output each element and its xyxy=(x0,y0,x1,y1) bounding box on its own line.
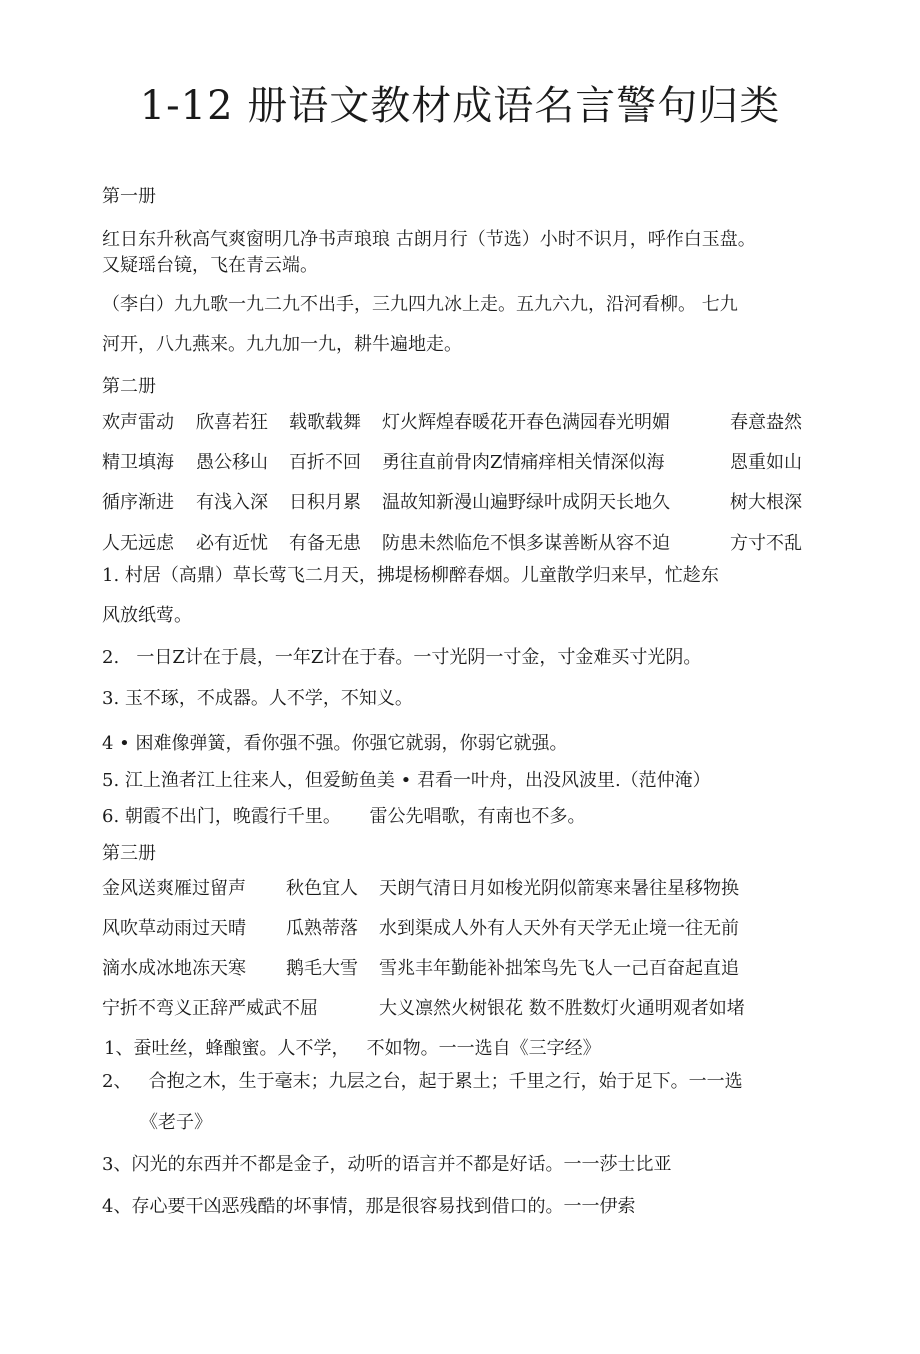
idiom: 春意盎然 xyxy=(730,412,802,433)
idiom: 方寸不乱 xyxy=(730,533,802,554)
vol3-quote-2a: 2、 合抱之木，生于毫末；九层之台，起于累土；千里之行，始于足下。一一选 xyxy=(102,1071,743,1092)
page-title: 1-12 册语文教材成语名言警句归类 xyxy=(139,83,781,129)
idiom: 树大根深 xyxy=(730,492,802,513)
idiom-group: 滴水成冰地冻天寒 xyxy=(102,958,246,979)
idiom: 载歌载舞 xyxy=(289,412,361,433)
idiom: 日积月累 xyxy=(289,492,361,513)
vol2-quote-2: 2. 一日Z计在于晨，一年Z计在于春。一寸光阴一寸金，寸金难买寸光阴。 xyxy=(102,647,702,668)
vol2-quote-1b: 风放纸莺。 xyxy=(102,605,192,626)
vol3-quote-1: 1、蚕吐丝，蜂酿蜜。人不学， 不如物。一一选自《三字经》 xyxy=(104,1038,601,1059)
vol1-line3: （李白）九九歌一九二九不出手，三九四九冰上走。五九六九，沿河看柳。 七九 xyxy=(102,294,738,315)
vol2-heading: 第二册 xyxy=(102,376,156,397)
vol1-line2: 又疑瑶台镜，飞在青云端。 xyxy=(102,255,318,276)
idiom-group: 大义凛然火树银花 数不胜数灯火通明观者如堵 xyxy=(379,998,745,1019)
vol2-quote-1a: 1. 村居（高鼎）草长莺飞二月天，拂堤杨柳醉春烟。儿童散学归来早，忙趁东 xyxy=(102,565,719,586)
idiom: 欣喜若狂 xyxy=(196,412,268,433)
vol1-heading: 第一册 xyxy=(102,186,156,207)
idiom-group: 金风送爽雁过留声 xyxy=(102,878,246,899)
idiom: 有备无患 xyxy=(289,533,361,554)
vol3-quote-2b: 《老子》 xyxy=(140,1112,212,1133)
vol2-quote-6: 6. 朝霞不出门，晚霞行千里。 雷公先唱歌，有南也不多。 xyxy=(102,806,586,827)
idiom: 欢声雷动 xyxy=(102,412,174,433)
idiom: 鹅毛大雪 xyxy=(286,958,358,979)
idiom: 瓜熟蒂落 xyxy=(286,918,358,939)
vol2-quote-3: 3. 玉不琢，不成器。人不学，不知义。 xyxy=(102,688,413,709)
idiom: 有浅入深 xyxy=(196,492,268,513)
vol2-quote-4: 4 • 困难像弹簧，看你强不强。你强它就弱，你弱它就强。 xyxy=(102,733,568,754)
idiom-group: 勇往直前骨肉Z情痛痒相关情深似海 xyxy=(382,452,665,473)
idiom-group: 天朗气清日月如梭光阴似箭寒来暑往星移物换 xyxy=(379,878,739,899)
idiom: 恩重如山 xyxy=(730,452,802,473)
idiom-group: 灯火辉煌春暖花开春色满园春光明媚 xyxy=(382,412,670,433)
vol3-heading: 第三册 xyxy=(102,843,156,864)
idiom: 必有近忧 xyxy=(196,533,268,554)
idiom: 循序渐进 xyxy=(102,492,174,513)
idiom-group: 防患未然临危不惧多谋善断从容不迫 xyxy=(382,533,670,554)
vol3-quote-3: 3、闪光的东西并不都是金子，动听的语言并不都是好话。一一莎士比亚 xyxy=(102,1154,672,1175)
idiom: 精卫填海 xyxy=(102,452,174,473)
idiom: 人无远虑 xyxy=(102,533,174,554)
idiom-group: 风吹草动雨过天晴 xyxy=(102,918,246,939)
vol3-quote-4: 4、存心要干凶恶残酷的坏事情，那是很容易找到借口的。一一伊索 xyxy=(102,1196,636,1217)
idiom-group: 水到渠成人外有人天外有天学无止境一往无前 xyxy=(379,918,739,939)
vol1-line1: 红日东升秋高气爽窗明几净书声琅琅 古朗月行（节选）小时不识月，呼作白玉盘。 xyxy=(102,229,756,250)
vol1-line4: 河开，八九燕来。九九加一九，耕牛遍地走。 xyxy=(102,334,462,355)
idiom-group: 雪兆丰年勤能补拙笨鸟先飞人一己百奋起直追 xyxy=(379,958,739,979)
idiom: 秋色宜人 xyxy=(286,878,358,899)
idiom: 愚公移山 xyxy=(196,452,268,473)
idiom-group: 宁折不弯义正辞严威武不屈 xyxy=(102,998,318,1019)
idiom: 百折不回 xyxy=(289,452,361,473)
idiom-group: 温故知新漫山遍野绿叶成阴天长地久 xyxy=(382,492,670,513)
vol2-quote-5: 5. 江上渔者江上往来人，但爱鲂鱼美 • 君看一叶舟，出没风波里.（范仲淹） xyxy=(102,770,711,791)
